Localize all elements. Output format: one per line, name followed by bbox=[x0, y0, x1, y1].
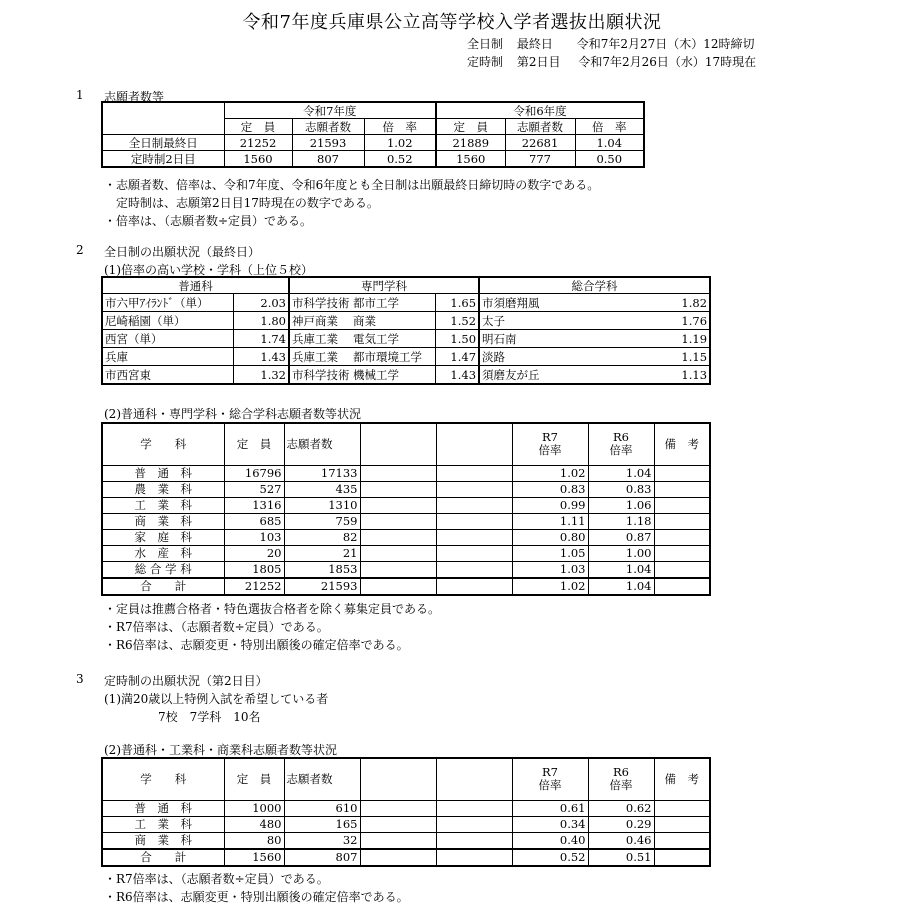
header-day: 第2日目 bbox=[516, 55, 561, 69]
sogo-school: 市須磨翔風 bbox=[479, 294, 649, 312]
futsu-school: 西宮（単） bbox=[102, 330, 233, 348]
senmon-rate: 1.52 bbox=[435, 312, 479, 330]
h-gakka: 学 科 bbox=[102, 423, 224, 465]
sec2-note: ・R7倍率は、（志願者数÷定員）である。 bbox=[104, 620, 329, 634]
h-r7-label: R7 bbox=[542, 765, 558, 780]
sec2-note: ・R6倍率は、志願変更・特別出願後の確定倍率である。 bbox=[104, 638, 409, 652]
dept-name: 普 通 科 bbox=[102, 800, 224, 816]
cat-sogo-header: 総合学科 bbox=[479, 277, 710, 294]
dept-biko bbox=[654, 497, 710, 513]
sec3-sub2: (2)普通科・工業科・商業科志願者数等状況 bbox=[104, 743, 337, 757]
dept-r6: 1.00 bbox=[588, 545, 654, 561]
h-shigan: 志願者数 bbox=[284, 423, 360, 465]
table-row bbox=[102, 465, 710, 481]
h-r7-label: R7 bbox=[542, 430, 558, 445]
r7-bairitsu: 1.02 bbox=[364, 135, 436, 151]
futsu-school: 市西宮東 bbox=[102, 366, 233, 385]
empty-col bbox=[360, 758, 436, 800]
empty-col bbox=[360, 816, 436, 832]
dept-r7: 0.99 bbox=[512, 497, 588, 513]
senmon-school: 神戸商業 bbox=[289, 312, 351, 330]
senmon-rate: 1.47 bbox=[435, 348, 479, 366]
dept-shigan: 21 bbox=[284, 545, 360, 561]
empty-col bbox=[436, 849, 512, 866]
row-label: 全日制最終日 bbox=[102, 135, 224, 151]
empty-col bbox=[436, 513, 512, 529]
table-row bbox=[102, 529, 710, 545]
col-bairitsu-r6: 倍 率 bbox=[575, 119, 644, 135]
sec3-note: ・R6倍率は、志願変更・特別出願後の確定倍率である。 bbox=[104, 890, 409, 904]
sogo-rate: 1.76 bbox=[649, 312, 710, 330]
dept-teiin: 16796 bbox=[224, 465, 284, 481]
header-date: 令和7年2月26日（水）17時現在 bbox=[578, 55, 757, 69]
r6-shigan: 777 bbox=[505, 151, 575, 168]
list-item bbox=[102, 312, 710, 330]
dept-biko bbox=[654, 513, 710, 529]
dept-shigan: 807 bbox=[284, 849, 360, 866]
dept-r7: 1.02 bbox=[512, 465, 588, 481]
dept-biko bbox=[654, 561, 710, 578]
dept-biko bbox=[654, 849, 710, 866]
dept-r7: 1.02 bbox=[512, 578, 588, 595]
dept-r7: 0.83 bbox=[512, 481, 588, 497]
empty-col bbox=[360, 481, 436, 497]
sogo-rate: 1.15 bbox=[649, 348, 710, 366]
dept-shigan: 1310 bbox=[284, 497, 360, 513]
h-shigan: 志願者数 bbox=[284, 758, 360, 800]
table-row bbox=[102, 578, 710, 595]
header-label: 全日制 bbox=[467, 37, 504, 51]
dept-teiin: 20 bbox=[224, 545, 284, 561]
dept-r6: 0.87 bbox=[588, 529, 654, 545]
dept-biko bbox=[654, 832, 710, 849]
dept-r6: 1.04 bbox=[588, 465, 654, 481]
col-shigan-r6: 志願者数 bbox=[505, 119, 575, 135]
empty-col bbox=[436, 545, 512, 561]
r7-teiin: 1560 bbox=[224, 151, 292, 168]
dept-r6: 1.06 bbox=[588, 497, 654, 513]
h-biko: 備 考 bbox=[654, 423, 710, 465]
dept-shigan: 759 bbox=[284, 513, 360, 529]
row-label: 定時制2日目 bbox=[102, 151, 224, 168]
list-item bbox=[102, 294, 710, 312]
h-r7-bairitsu: 倍率 bbox=[538, 443, 562, 458]
empty-col bbox=[360, 529, 436, 545]
dept-shigan: 32 bbox=[284, 832, 360, 849]
dept-shigan: 21593 bbox=[284, 578, 360, 595]
table-row bbox=[102, 545, 710, 561]
table-row bbox=[102, 832, 710, 849]
h-r7-bairitsu: 倍率 bbox=[538, 778, 562, 793]
dept-teiin: 1000 bbox=[224, 800, 284, 816]
r7-teiin: 21252 bbox=[224, 135, 292, 151]
senmon-rate: 1.65 bbox=[435, 294, 479, 312]
empty-col bbox=[360, 800, 436, 816]
empty-col bbox=[436, 561, 512, 578]
senmon-rate: 1.43 bbox=[435, 366, 479, 385]
table-row bbox=[102, 561, 710, 578]
sec2-dept-table bbox=[101, 422, 711, 596]
futsu-school: 市六甲ｱｲﾗﾝﾄﾞ（単） bbox=[102, 294, 233, 312]
senmon-school: 兵庫工業 bbox=[289, 330, 351, 348]
col-bairitsu-r7: 倍 率 bbox=[364, 119, 436, 135]
r7-bairitsu: 0.52 bbox=[364, 151, 436, 168]
dept-teiin: 21252 bbox=[224, 578, 284, 595]
page-title: 令和7年度兵庫県公立高等学校入学者選抜出願状況 bbox=[242, 12, 662, 33]
sogo-school: 太子 bbox=[479, 312, 649, 330]
futsu-rate: 1.80 bbox=[233, 312, 289, 330]
senmon-school: 兵庫工業 bbox=[289, 348, 351, 366]
r6-teiin: 1560 bbox=[436, 151, 505, 168]
sec3-dept-table bbox=[101, 757, 711, 867]
h-r6 bbox=[588, 423, 654, 465]
futsu-rate: 1.32 bbox=[233, 366, 289, 385]
dept-r6: 0.51 bbox=[588, 849, 654, 866]
dept-name: 普 通 科 bbox=[102, 465, 224, 481]
sec1-note: 定時制は、志願第2日目17時現在の数字である。 bbox=[104, 196, 379, 210]
empty-col bbox=[436, 758, 512, 800]
empty-col bbox=[360, 578, 436, 595]
h-r6-bairitsu: 倍率 bbox=[609, 778, 633, 793]
dept-teiin: 80 bbox=[224, 832, 284, 849]
dept-r6: 1.04 bbox=[588, 578, 654, 595]
senmon-school: 市科学技術 bbox=[289, 294, 351, 312]
empty-col bbox=[360, 423, 436, 465]
sec1-note: ・倍率は、（志願者数÷定員）である。 bbox=[104, 214, 313, 228]
dept-biko bbox=[654, 800, 710, 816]
sec3-sub1-detail: 7校 7学科 10名 bbox=[158, 710, 261, 724]
dept-name: 合 計 bbox=[102, 849, 224, 866]
r6-shigan: 22681 bbox=[505, 135, 575, 151]
header-date: 令和7年2月27日（木）12時締切 bbox=[576, 37, 755, 51]
futsu-rate: 1.74 bbox=[233, 330, 289, 348]
h-r6-bairitsu: 倍率 bbox=[609, 443, 633, 458]
header-day: 最終日 bbox=[516, 37, 553, 51]
h-biko: 備 考 bbox=[654, 758, 710, 800]
dept-shigan: 610 bbox=[284, 800, 360, 816]
cat-senmon-header: 専門学科 bbox=[289, 277, 479, 294]
header-line-fulltime bbox=[467, 35, 755, 52]
sogo-school: 淡路 bbox=[479, 348, 649, 366]
dept-biko bbox=[654, 481, 710, 497]
table-row bbox=[102, 135, 644, 151]
dept-r7: 0.61 bbox=[512, 800, 588, 816]
dept-r6: 1.04 bbox=[588, 561, 654, 578]
header-label: 定時制 bbox=[467, 55, 504, 69]
sec2-number: 2 bbox=[76, 243, 84, 257]
col-teiin-r6: 定 員 bbox=[436, 119, 505, 135]
sec2-heading: 全日制の出願状況（最終日） bbox=[104, 245, 261, 259]
r6-bairitsu: 1.04 bbox=[575, 135, 644, 151]
col-teiin-r7: 定 員 bbox=[224, 119, 292, 135]
sec3-heading: 定時制の出願状況（第2日目） bbox=[104, 674, 268, 688]
dept-r6: 0.83 bbox=[588, 481, 654, 497]
dept-r7: 0.52 bbox=[512, 849, 588, 866]
dept-r7: 0.34 bbox=[512, 816, 588, 832]
h-r6 bbox=[588, 758, 654, 800]
dept-name: 水 産 科 bbox=[102, 545, 224, 561]
empty-col bbox=[360, 545, 436, 561]
table-row bbox=[102, 151, 644, 168]
sec2-note: ・定員は推薦合格者・特色選抜合格者を除く募集定員である。 bbox=[104, 602, 441, 616]
empty-col bbox=[436, 423, 512, 465]
table-row bbox=[102, 481, 710, 497]
col-shigan-r7: 志願者数 bbox=[292, 119, 364, 135]
dept-name: 総 合 学 科 bbox=[102, 561, 224, 578]
dept-r7: 1.03 bbox=[512, 561, 588, 578]
dept-name: 農 業 科 bbox=[102, 481, 224, 497]
senmon-dept: 機械工学 bbox=[351, 366, 435, 385]
sec1-table bbox=[101, 101, 645, 168]
dept-name: 工 業 科 bbox=[102, 497, 224, 513]
empty-col bbox=[436, 578, 512, 595]
dept-shigan: 82 bbox=[284, 529, 360, 545]
list-item bbox=[102, 348, 710, 366]
sec2-sub2: (2)普通科・専門学科・総合学科志願者数等状況 bbox=[104, 407, 361, 421]
futsu-rate: 2.03 bbox=[233, 294, 289, 312]
dept-shigan: 1853 bbox=[284, 561, 360, 578]
dept-shigan: 17133 bbox=[284, 465, 360, 481]
sec3-sub1: (1)満20歳以上特例入試を希望している者 bbox=[104, 692, 329, 706]
dept-name: 商 業 科 bbox=[102, 832, 224, 849]
empty-col bbox=[436, 465, 512, 481]
r7-shigan: 807 bbox=[292, 151, 364, 168]
empty-col bbox=[436, 816, 512, 832]
dept-teiin: 480 bbox=[224, 816, 284, 832]
dept-r7: 1.05 bbox=[512, 545, 588, 561]
futsu-school: 兵庫 bbox=[102, 348, 233, 366]
empty-col bbox=[436, 481, 512, 497]
header-line-parttime bbox=[467, 53, 756, 70]
dept-shigan: 435 bbox=[284, 481, 360, 497]
senmon-school: 市科学技術 bbox=[289, 366, 351, 385]
empty-col bbox=[436, 832, 512, 849]
table-row bbox=[102, 497, 710, 513]
dept-biko bbox=[654, 578, 710, 595]
dept-r6: 0.46 bbox=[588, 832, 654, 849]
empty-col bbox=[360, 849, 436, 866]
empty-col bbox=[360, 513, 436, 529]
table-row bbox=[102, 800, 710, 816]
dept-r6: 0.62 bbox=[588, 800, 654, 816]
h-teiin: 定 員 bbox=[224, 758, 284, 800]
sogo-rate: 1.13 bbox=[649, 366, 710, 385]
year-r7-header: 令和7年度 bbox=[224, 102, 436, 119]
h-r7 bbox=[512, 423, 588, 465]
table-row bbox=[102, 513, 710, 529]
empty-col bbox=[360, 497, 436, 513]
sogo-school: 須磨友が丘 bbox=[479, 366, 649, 385]
h-teiin: 定 員 bbox=[224, 423, 284, 465]
r7-shigan: 21593 bbox=[292, 135, 364, 151]
dept-shigan: 165 bbox=[284, 816, 360, 832]
futsu-school: 尼崎稲園（単） bbox=[102, 312, 233, 330]
dept-name: 合 計 bbox=[102, 578, 224, 595]
sec2-sub1: (1)倍率の高い学校・学科（上位５校） bbox=[104, 263, 313, 277]
sec1-heading: 志願者数等 bbox=[104, 90, 165, 104]
sogo-rate: 1.82 bbox=[649, 294, 710, 312]
dept-name: 家 庭 科 bbox=[102, 529, 224, 545]
dept-teiin: 1560 bbox=[224, 849, 284, 866]
dept-teiin: 103 bbox=[224, 529, 284, 545]
table-row bbox=[102, 849, 710, 866]
empty-col bbox=[436, 800, 512, 816]
dept-name: 工 業 科 bbox=[102, 816, 224, 832]
cat-futsu-header: 普通科 bbox=[102, 277, 289, 294]
dept-r7: 1.11 bbox=[512, 513, 588, 529]
corner-cell bbox=[102, 102, 224, 135]
dept-r6: 0.29 bbox=[588, 816, 654, 832]
r6-bairitsu: 0.50 bbox=[575, 151, 644, 168]
empty-col bbox=[360, 832, 436, 849]
dept-biko bbox=[654, 545, 710, 561]
dept-r7: 0.80 bbox=[512, 529, 588, 545]
dept-teiin: 1316 bbox=[224, 497, 284, 513]
empty-col bbox=[436, 497, 512, 513]
empty-col bbox=[360, 561, 436, 578]
top5-table bbox=[101, 276, 711, 385]
h-r6-label: R6 bbox=[613, 430, 629, 445]
dept-name: 商 業 科 bbox=[102, 513, 224, 529]
dept-biko bbox=[654, 816, 710, 832]
dept-teiin: 527 bbox=[224, 481, 284, 497]
senmon-rate: 1.50 bbox=[435, 330, 479, 348]
h-r7 bbox=[512, 758, 588, 800]
dept-r7: 0.40 bbox=[512, 832, 588, 849]
list-item bbox=[102, 366, 710, 385]
futsu-rate: 1.43 bbox=[233, 348, 289, 366]
dept-r6: 1.18 bbox=[588, 513, 654, 529]
senmon-dept: 都市環境工学 bbox=[351, 348, 435, 366]
sogo-rate: 1.19 bbox=[649, 330, 710, 348]
h-r6-label: R6 bbox=[613, 765, 629, 780]
sec1-number: 1 bbox=[76, 88, 84, 102]
h-gakka: 学 科 bbox=[102, 758, 224, 800]
empty-col bbox=[436, 529, 512, 545]
sogo-school: 明石南 bbox=[479, 330, 649, 348]
list-item bbox=[102, 330, 710, 348]
senmon-dept: 電気工学 bbox=[351, 330, 435, 348]
year-r6-header: 令和6年度 bbox=[436, 102, 644, 119]
senmon-dept: 都市工学 bbox=[351, 294, 435, 312]
sec3-note: ・R7倍率は、（志願者数÷定員）である。 bbox=[104, 872, 329, 886]
dept-teiin: 685 bbox=[224, 513, 284, 529]
r6-teiin: 21889 bbox=[436, 135, 505, 151]
dept-teiin: 1805 bbox=[224, 561, 284, 578]
empty-col bbox=[360, 465, 436, 481]
sec1-note: ・志願者数、倍率は、令和7年度、令和6年度とも全日制は出願最終日締切時の数字である。 bbox=[104, 178, 600, 192]
senmon-dept: 商業 bbox=[351, 312, 435, 330]
sec3-number: 3 bbox=[76, 672, 84, 686]
dept-biko bbox=[654, 465, 710, 481]
table-row bbox=[102, 816, 710, 832]
dept-biko bbox=[654, 529, 710, 545]
